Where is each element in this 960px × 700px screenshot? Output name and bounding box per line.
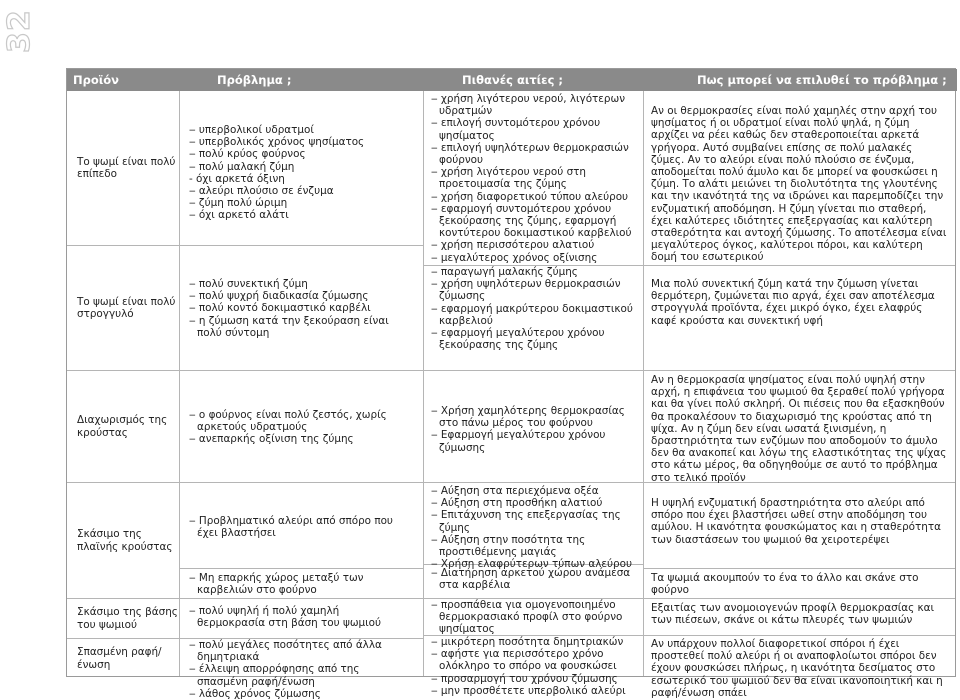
causes-cell	[423, 371, 643, 483]
list-item: ‒ εφαρμογή μακρύτερου δοκιμαστικού καρβελιού	[431, 302, 633, 327]
list-item: ‒ παραγωγή μαλακής ζύμης	[431, 266, 578, 278]
list-item: ‒ ζύμη πολύ ώριμη	[189, 197, 288, 210]
list-item: ‒ ο φούρνος είναι πολύ ζεστός, χωρίς αρκετούς υδρατμούς	[189, 409, 387, 434]
list-item: ‒ όχι αρκετό αλάτι	[189, 209, 289, 222]
list-item: ‒ λάθος χρόνος ζύμωσης	[189, 687, 321, 700]
list-item: ‒ αλεύρι πλούσιο σε ένζυμα	[189, 185, 334, 198]
header-solution: Πως μπορεί να επιλυθεί το πρόβλημα ;	[697, 73, 947, 87]
causes-cell	[423, 565, 643, 599]
solution-cell: Εξαιτίας των ανομοιογενών προφίλ θερμοκρασίας και των πιέσεων, σκάνε οι κάτω πλευρές των ψωμιών	[643, 599, 955, 636]
list-item: ‒ πολύ μαλακή ζύμη	[189, 160, 295, 173]
product-cell: Σκάσιμο της πλαϊνής κρούστας	[67, 483, 179, 599]
solution-cell: Αν οι θερμοκρασίες είναι πολύ χαμηλές στην αρχή του ψησίματος ή οι υδρατμοί είναι πολύ ψηλά, η ζύμη αρχίζει να ρέει καθώς δεν σταθεροποιείται αρκετά γρήγορα. Αυτό συμβαίνει επίσης σε πολύ μαλακές ζύμες. Αν το αλεύρι είναι πολύ πλούσιο σε ένζυμα, αποδομείται πολύ άμυλο και δε μπορεί να φουσκώσει η ζύμη. Το αλάτι μειώνει τη διολυτότητα της γλουτένης και την ικανότητά της να ιδρώνει και παρεμποδίζει την ενζυματική αποδόμηση. Η ζύμη γίνεται πιο σταθερή, έχει καλύτερες ιδιότητες επεξεργασίας και καλύτερη σταθερότητα και αντοχή ζύμωσης. Το αποτέλεσμα είναι μεγαλύτερος όγκος, καλύτεροι πόροι, και καλύτερη δομή του εσωτερικού	[643, 91, 955, 266]
solution-cell: Τα ψωμιά ακουμπούν το ένα το άλλο και σκάνε στο φούρνο	[643, 569, 955, 599]
list-item: ‒ Διατήρηση αρκετού χώρου ανάμεσα στα καρβέλια	[431, 567, 631, 592]
solution-cell: Αν υπάρχουν πολλοί διαφορετικοί σπόροι ή έχει προστεθεί πολύ αλεύρι ή οι αναποφλοίωτοι σπόροι δεν έχουν φουσκώσει πλήρως, η ικανότητα δεσίματος στο εσωτερικό του ψωμιού δεν θα είναι ικανοποιητική και η ραφή/ένωση σπάει	[651, 638, 943, 699]
list-item: ‒ επιλογή συντομότερου χρόνου ψησίματος	[431, 117, 601, 142]
list-item: ‒ πολύ ψυχρή διαδικασία ζύμωσης	[189, 290, 369, 303]
problem-column	[179, 91, 424, 700]
list-item: ‒ πολύ μεγάλες ποσότητες από άλλα δημητριακά	[189, 639, 382, 664]
causes-cell	[423, 91, 643, 266]
list-item: ‒ η ζύμωση κατά την ξεκούραση είναι πολύ σύντομη	[189, 314, 389, 339]
list-item: ‒ μικρότερη ποσότητα δημητριακών	[431, 636, 624, 648]
product-cell: Το ψωμί είναι πολύ στρογγυλό	[67, 246, 179, 371]
list-item: ‒ χρήση υψηλότερων θερμοκρασιών ζύμωσης	[431, 278, 621, 303]
list-item: - όχι αρκετά όξινη	[189, 172, 285, 185]
problem-cell	[179, 91, 423, 246]
list-item: ‒ πολύ υψηλή ή πολύ χαμηλή θερμοκρασία στη βάση του ψωμιού	[189, 605, 382, 630]
causes-cell	[423, 266, 643, 371]
solution-cell: Αν η θερμοκρασία ψησίματος είναι πολύ υψηλή στην αρχή, η επιφάνεια του ψωμιού θα ξεραθεί πολύ γρήγορα και θα γίνει πολύ σκληρή. Οι πιέσεις που θα εξασκηθούν θα προκαλέσουν το διαχωρισμό της κρούστας από τη ψίχα. Αν η ζύμη δεν είναι ωσατά ξινισμένη, η δραστηριότητα των ενζύμων που αποδομούν το άμυλο δεν θα ανακοπεί και λόγω της ελαστικότητας της ψίχας στο κάτω μέρος, θα οδηγηθούμε σε αυτό το πρόβλημα στο τελικό προϊόν	[643, 371, 955, 483]
product-column	[67, 91, 180, 676]
page-number: 32	[2, 9, 37, 53]
solution-cell: Μια πολύ συνεκτική ζύμη κατά την ζύμωση γίνεται θερμότερη, ζυμώνεται πιο αργά, έχει σαν αποτέλεσμα στρογγυλά προϊόντα, έχει μικρό όγκο, έχει ελαφρύς καφέ κρούστα και συνεκτική υφή	[643, 266, 955, 371]
list-item: ‒ Εφαρμογή μεγαλύτερου χρόνου ζύμωσης	[431, 429, 606, 454]
list-item: ‒ προσαρμογή του χρόνου ζύμωσης	[431, 672, 618, 685]
causes-cell	[423, 483, 643, 571]
header-problem: Πρόβλημα ;	[217, 73, 292, 87]
list-item: ‒ χρήση λιγότερου νερού στη προετοιμασία της ζύμης	[431, 166, 586, 191]
list-item: ‒ Επιτάχυνση της επεξεργασίας της ζύμης	[431, 509, 621, 534]
causes-cell	[423, 636, 643, 697]
list-item: ‒ Αύξηση στη προσθήκη αλατιού	[431, 497, 603, 510]
product-cell: Διαχωρισμός της κρούστας	[67, 371, 179, 483]
list-item: ‒ χρήση περισσότερου αλατιού	[431, 239, 595, 252]
list-item: ‒ επιλογή υψηλότερων θερμοκρασιών φούρνου	[431, 141, 629, 167]
problem-cell	[179, 599, 423, 639]
product-cell: Το ψωμί είναι πολύ επίπεδο	[67, 91, 179, 246]
list-item: ‒ Χρήση χαμηλότερης θερμοκρασίας στο πάνω μέρος του φούρνου	[431, 405, 625, 430]
list-item: ‒ υπερβολικοί υδρατμοί	[189, 124, 314, 136]
list-item: ‒ Χρήση ελαφρύτερων τύπων αλεύρου	[431, 558, 632, 571]
product-cell: Σκάσιμο της βάσης του ψωμιού	[67, 599, 179, 639]
list-item: ‒ εφαρμογή μεγαλύτερου χρόνου ξεκούρασης της ζύμης	[431, 327, 605, 352]
table-header	[67, 69, 957, 91]
list-item: ‒ Αύξηση στα περιεχόμενα οξέα	[431, 485, 599, 497]
list-item: ‒ πολύ συνεκτική ζύμη	[189, 278, 308, 290]
problem-cell	[179, 569, 423, 599]
list-item: ‒ Μη επαρκής χώρος μεταξύ των καρβελιών στο φούρνο	[189, 572, 364, 597]
problem-cell	[179, 483, 423, 569]
list-item: ‒ εφαρμογή συντομότερου χρόνου ξεκούρασης της ζύμης, εφαρμογή κοντύτερου δοκιμαστικού καρβελιού	[431, 202, 632, 240]
list-item: ‒ πολύ κρύος φούρνος	[189, 148, 306, 161]
list-item: ‒ πολύ κοντό δοκιμαστικό καρβέλι	[189, 302, 371, 315]
list-item: ‒ αφήστε για περισσότερο χρόνο ολόκληρο το σπόρο να φουσκώσει	[431, 648, 617, 673]
problem-cell	[179, 246, 423, 371]
list-item: ‒ χρήση διαφορετικού τύπου αλεύρου	[431, 190, 629, 203]
product-cell: Σπασμένη ραφή/ένωση	[77, 646, 162, 671]
problem-cell	[179, 371, 423, 483]
list-item: ‒ υπερβολικός χρόνος ψησίματος	[189, 136, 365, 149]
solution-cell: Η υψηλή ενζυματική δραστηριότητα στο αλεύρι από σπόρο που έχει βλαστήσει ωθεί στην αποδόμηση του αμύλου. Η ικανότητα φουσκώματος και η σταθερότητα των διαστάσεων του ψωμιού θα χειροτερέψει	[643, 483, 955, 569]
list-item: ‒ έλλειψη απορρόφησης από της σπασμένη ραφή/ένωση	[189, 663, 360, 688]
list-item: ‒ Προβληματικό αλεύρι από σπόρο που έχει βλαστήσει	[189, 515, 393, 540]
header-causes: Πιθανές αιτίες ;	[462, 73, 563, 87]
list-item: ‒ προσπάθεια για ομογενοποιημένο θερμοκρασιακό προφίλ στο φούρνο ψησίματος	[431, 599, 623, 636]
solution-column	[643, 91, 955, 699]
list-item: ‒ Αύξηση στην ποσότητα της προστιθέμενης μαγιάς	[431, 533, 586, 559]
header-product: Προϊόν	[73, 73, 119, 87]
list-item: ‒ μεγαλύτερος χρόνος οξίνισης	[431, 251, 598, 264]
troubleshooting-table	[66, 68, 956, 700]
list-item: ‒ μην προσθέτετε υπερβολικό αλεύρι	[431, 684, 626, 697]
list-item: ‒ ανεπαρκής οξίνιση της ζύμης	[189, 433, 354, 446]
causes-cell	[423, 599, 643, 636]
problem-cell	[179, 639, 423, 700]
list-item: ‒ χρήση λιγότερου νερού, λιγότερων υδρατμών	[431, 93, 626, 118]
causes-column	[423, 91, 644, 697]
